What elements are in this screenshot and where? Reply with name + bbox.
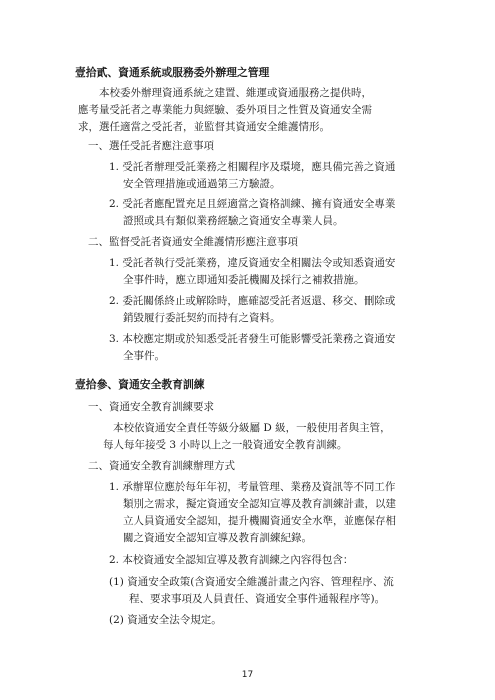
item-line: 銷毀履行委託契約而持有之資料。	[123, 312, 281, 324]
section-12-intro	[78, 85, 372, 136]
item-line: 類別之需求，擬定資通安全認知宣導及教育訓練計畫，以建	[123, 498, 396, 510]
list-item	[109, 255, 395, 289]
item-line: 全事件時，應立即通知委託機關及採行之補救措施。	[123, 274, 365, 286]
body-line: 本校依資通安全責任等級分級屬 D 級，一般使用者與主管，	[113, 422, 391, 434]
section-12-title: 壹拾貳、資通系統或服務委外辦理之管理	[75, 66, 270, 79]
section-12-sub2-heading: 二、監督受託者資通安全維護情形應注意事項	[88, 236, 298, 248]
item-line: 安全管理措施或通過第三方驗證。	[123, 178, 281, 190]
list-item	[109, 196, 395, 230]
section-13-title: 壹拾參、資通安全教育訓練	[75, 378, 205, 391]
item-line: 2. 受託者應配置充足且經適當之資格訓練、擁有資通安全專業	[109, 198, 396, 210]
item-line: 立人員資通安全認知，提升機關資通安全水準，並應保存相	[123, 515, 396, 527]
page-number: 17	[241, 670, 254, 680]
subitem-line: (2) 資通安全法令規定。	[109, 614, 222, 626]
sub-list-item	[109, 612, 222, 629]
item-line: 1. 受託者辦理受託業務之相關程序及環境，應具備完善之資通	[109, 161, 396, 173]
section-12-sub1-heading: 一、選任受託者應注意事項	[88, 140, 214, 152]
item-line: 證照或具有類似業務經驗之資通安全專業人員。	[123, 215, 344, 227]
item-line: 3. 本校應定期或於知悉受託者發生可能影響受託業務之資通安	[109, 333, 396, 345]
item-line: 1. 承辦單位應於每年年初，考量管理、業務及資訊等不同工作	[109, 481, 396, 493]
list-item	[109, 293, 395, 327]
subitem-line: (1) 資通安全政策(含資通安全維護計畫之內容、管理程序、流	[109, 576, 394, 588]
intro-line: 應考量受託者之專業能力與經驗、委外項目之性質及資通安全需	[78, 104, 372, 116]
list-item: 2. 本校資通安全認知宣導及教育訓練之內容得包含：	[109, 554, 354, 566]
intro-line: 求，選任適當之受託者，並監督其資通安全維護情形。	[78, 121, 330, 133]
list-item	[109, 159, 395, 193]
item-line: 全事件。	[123, 350, 165, 362]
item-line: 1. 受託者執行受託業務，違反資通安全相關法令或知悉資通安	[109, 257, 396, 269]
section-13-sub1-body	[103, 420, 391, 454]
section-13-sub2-heading: 二、資通安全教育訓練辦理方式	[88, 460, 235, 472]
list-item	[109, 331, 395, 365]
subitem-line: 程、要求事項及人員責任、資通安全事件通報程序等)。	[129, 593, 386, 605]
sub-list-item	[109, 574, 394, 608]
list-item	[109, 479, 396, 547]
item-line: 關之資通安全認知宣導及教育訓練紀錄。	[123, 532, 312, 544]
body-line: 每人每年接受 3 小時以上之一般資通安全教育訓練。	[103, 439, 348, 451]
item-line: 2. 委託關係終止或解除時，應確認受託者返還、移交、刪除或	[109, 295, 396, 307]
intro-line: 本校委外辦理資通系統之建置、維運或資通服務之提供時，	[99, 87, 372, 99]
section-13-sub1-heading: 一、資通安全教育訓練要求	[88, 401, 214, 413]
